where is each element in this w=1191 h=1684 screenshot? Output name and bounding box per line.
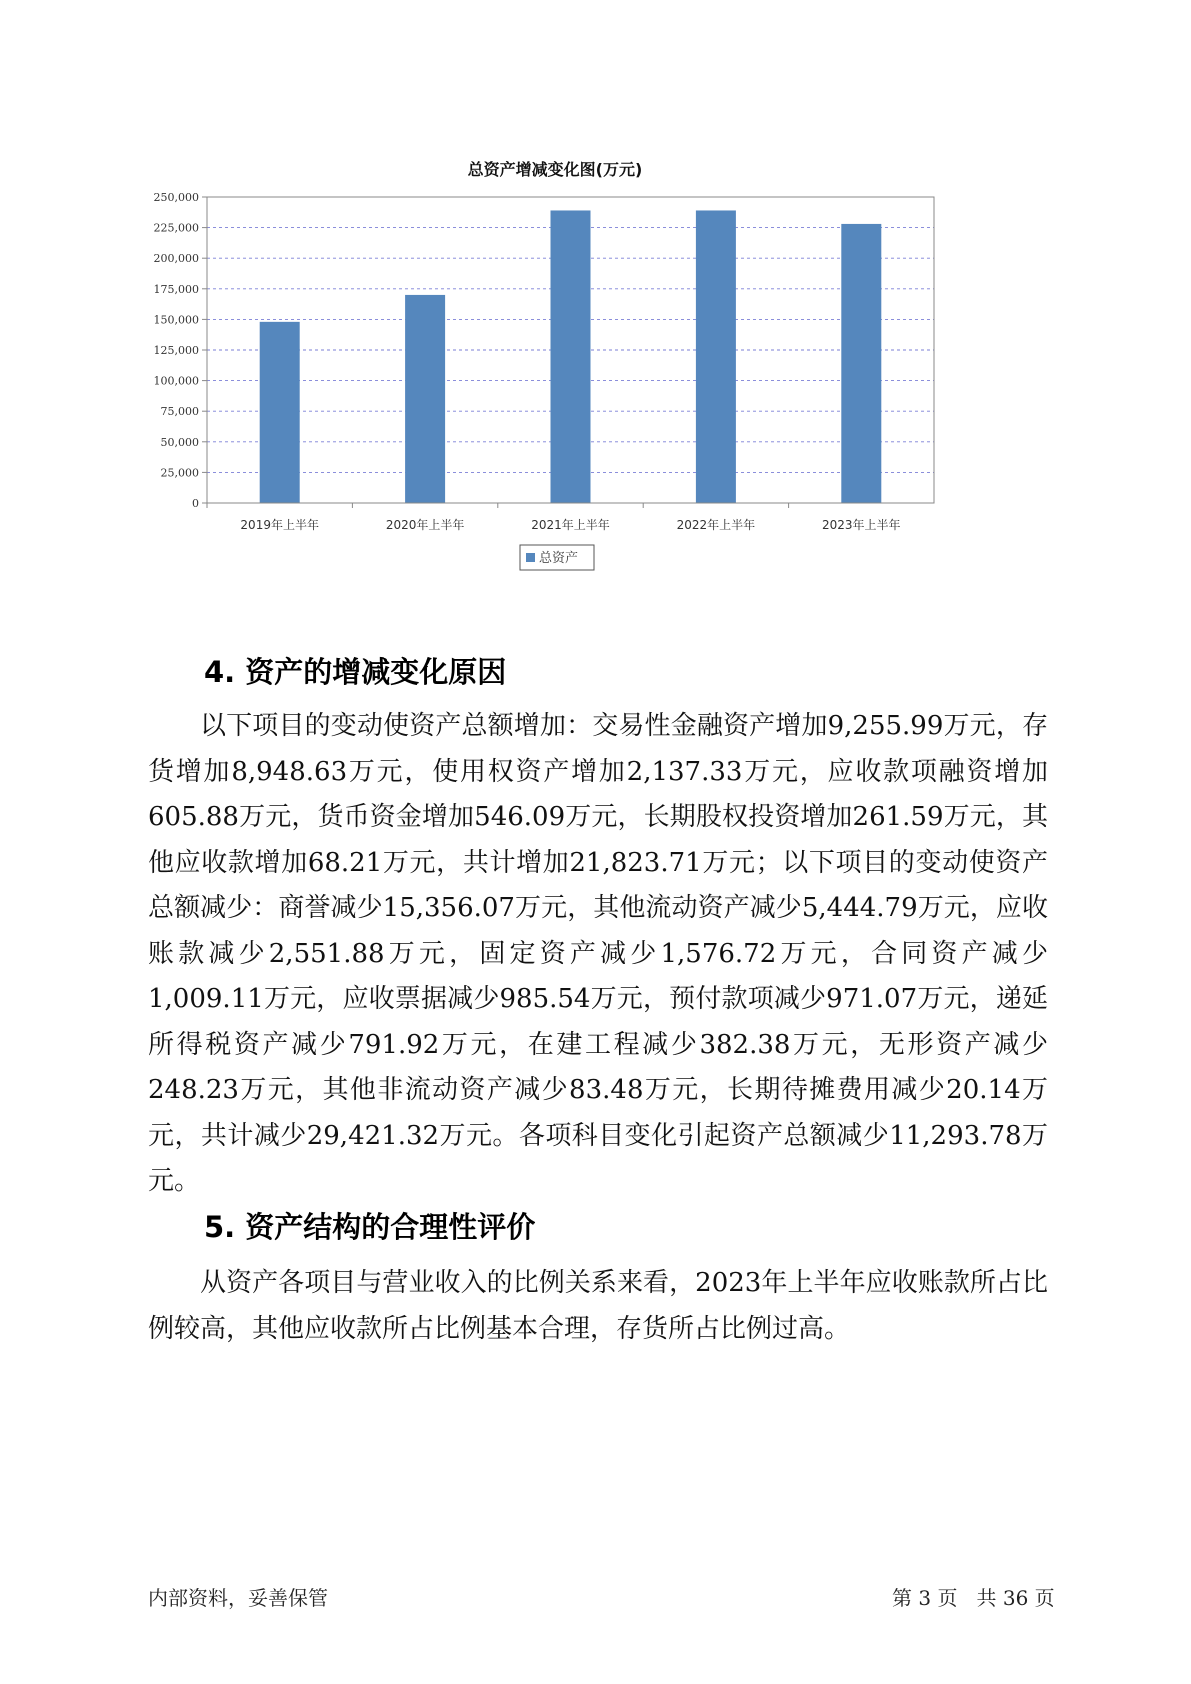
y-tick-label: 0: [192, 497, 199, 510]
y-tick-label: 250,000: [153, 191, 199, 204]
bar-3: [551, 210, 591, 503]
bar-2: [405, 295, 445, 503]
x-tick-label: 2020年上半年: [385, 518, 465, 532]
legend-label: 总资产: [539, 551, 579, 566]
section-title-asset-structure-evaluation: 5. 资产结构的合理性评价: [204, 1210, 536, 1244]
paragraph-asset-structure-evaluation: 从资产各项目与营业收入的比例关系来看，2023年上半年应收账款所占比例较高，其他应收款所占比例基本合理，存货所占比例过高。: [148, 1268, 1048, 1344]
section-title-asset-change-reasons: 4. 资产的增减变化原因: [204, 655, 507, 689]
x-tick-label: 2021年上半年: [531, 518, 610, 532]
legend-swatch: [526, 553, 535, 562]
y-tick-label: 125,000: [153, 344, 199, 357]
y-tick-label: 75,000: [160, 405, 199, 419]
y-tick-label: 100,000: [153, 374, 199, 388]
y-tick-label: 225,000: [153, 221, 199, 235]
y-axis-ticks: [154, 191, 208, 510]
x-tick-label: 2022年上半年: [676, 518, 756, 532]
chart-bars: [260, 210, 882, 503]
bar-1: [260, 322, 300, 503]
paragraph-asset-change-reasons: 以下项目的变动使资产总额增加：交易性金融资产增加9,255.99万元，存货增加8,948.63万元，使用权资产增加2,137.33万元，应收款项融资增加605.88万元，货币资金增加546.09万元，长期股权投资增加261.59万元，其他应收款增加68.21万元，共计增加21,823.71万元；以下项目的变动使资产总额减少：商誉减少15,356.07万元，其他流动资产减少5,444.79万元，应收账款减少2,551.88万元，固定资产减少1,576.72万元，合同资产减少1,009.11万元，应收票据减少985.54万元，预付款项减少971.07万元，递延所得税资产减少791.92万元，在建工程减少382.38万元，无形资产减少248.23万元，其他非流动资产减少83.48万元，长期待摊费用减少20.14万元，共计减少29,421.32万元。各项科目变化引起资产总额减少11,293.78万元。: [148, 711, 1048, 1196]
bar-5: [841, 224, 881, 503]
x-tick-label: 2023年上半年: [822, 518, 901, 532]
y-tick-label: 50,000: [160, 435, 199, 449]
y-tick-label: 25,000: [160, 466, 199, 480]
y-tick-label: 200,000: [153, 252, 199, 266]
footer-page-number: 第 3 页 共 36 页: [892, 1586, 1055, 1610]
chart-legend: [520, 545, 594, 570]
y-tick-label: 175,000: [153, 282, 199, 296]
x-axis-ticks: [207, 503, 901, 532]
bar-4: [696, 210, 736, 503]
x-tick-label: 2019年上半年: [240, 518, 319, 532]
footer-left-note: 内部资料，妥善保管: [148, 1586, 328, 1610]
y-tick-label: 150,000: [153, 313, 199, 327]
chart-title: 总资产增减变化图(万元): [467, 160, 643, 179]
total-assets-chart: [140, 160, 950, 580]
